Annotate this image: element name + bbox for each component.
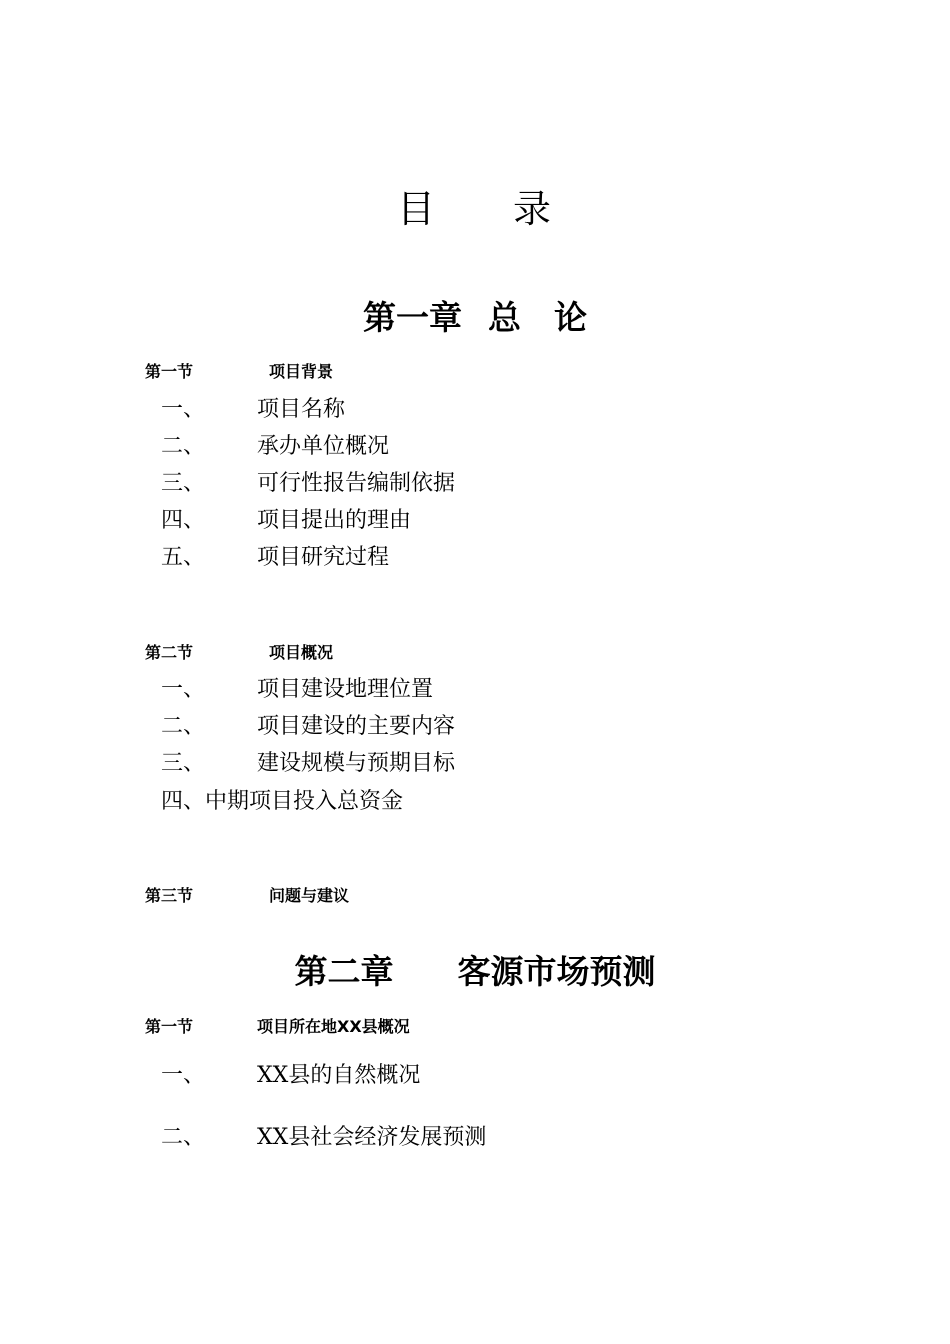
toc-item[interactable] (161, 466, 456, 497)
toc-item-number: 一、 (161, 397, 206, 422)
chapter-1-number: 第一章 (363, 298, 462, 337)
toc-item-number: 三、 (161, 471, 206, 496)
section-heading[interactable] (145, 883, 350, 906)
toc-item[interactable] (161, 503, 412, 534)
chapter-2-heading[interactable] (0, 946, 950, 993)
section-heading[interactable] (145, 640, 334, 663)
chapter-2-title: 客源市场预测 (457, 952, 656, 991)
toc-item-text: 项目建设的主要内容 (257, 714, 456, 739)
section-name: 项目背景 (269, 362, 334, 381)
toc-item[interactable] (161, 1120, 487, 1151)
section-label: 第二节 (145, 643, 194, 662)
toc-item[interactable] (161, 540, 390, 571)
toc-item[interactable] (161, 784, 403, 815)
toc-item-text: 可行性报告编制依据 (257, 471, 456, 496)
toc-item-number: 二、 (161, 434, 206, 459)
toc-item-text: 项目研究过程 (257, 545, 390, 570)
toc-item-text: XX县的自然概况 (257, 1063, 421, 1088)
toc-item-number: 四、 (161, 508, 206, 533)
section-label: 第一节 (145, 362, 194, 381)
section-label: 第三节 (145, 886, 194, 905)
toc-item-text: 项目建设地理位置 (257, 677, 434, 702)
toc-item[interactable] (161, 672, 434, 703)
toc-item[interactable] (161, 1058, 421, 1089)
toc-item-number: 一、 (161, 1063, 206, 1088)
toc-item-number: 二、 (161, 714, 206, 739)
chapter-1-title: 总 论 (488, 298, 587, 337)
toc-item-text: 项目提出的理由 (257, 508, 412, 533)
section-heading[interactable] (145, 1014, 410, 1037)
toc-item-text: 项目名称 (257, 397, 346, 422)
section-name: 问题与建议 (269, 886, 350, 905)
toc-item[interactable] (161, 709, 456, 740)
section-heading[interactable] (145, 359, 334, 382)
toc-item-number: 一、 (161, 677, 206, 702)
toc-item-number: 三、 (161, 751, 206, 776)
toc-item-text: XX县社会经济发展预测 (257, 1125, 487, 1150)
chapter-1-heading[interactable] (0, 292, 950, 339)
section-name: 项目所在地XX县概况 (257, 1017, 410, 1036)
toc-item-text: 四、中期项目投入总资金 (161, 789, 404, 814)
toc-item[interactable] (161, 392, 346, 423)
toc-item[interactable] (161, 746, 456, 777)
chapter-2-number: 第二章 (294, 952, 394, 991)
toc-title-char-1: 目 (396, 187, 437, 231)
section-name: 项目概况 (269, 643, 334, 662)
toc-title (0, 178, 950, 233)
toc-item-number: 五、 (161, 545, 206, 570)
toc-item-text: 承办单位概况 (257, 434, 390, 459)
toc-item-text: 建设规模与预期目标 (257, 751, 456, 776)
toc-item[interactable] (161, 429, 390, 460)
toc-title-char-2: 录 (513, 187, 554, 231)
section-label: 第一节 (145, 1017, 194, 1036)
toc-item-number: 二、 (161, 1125, 206, 1150)
